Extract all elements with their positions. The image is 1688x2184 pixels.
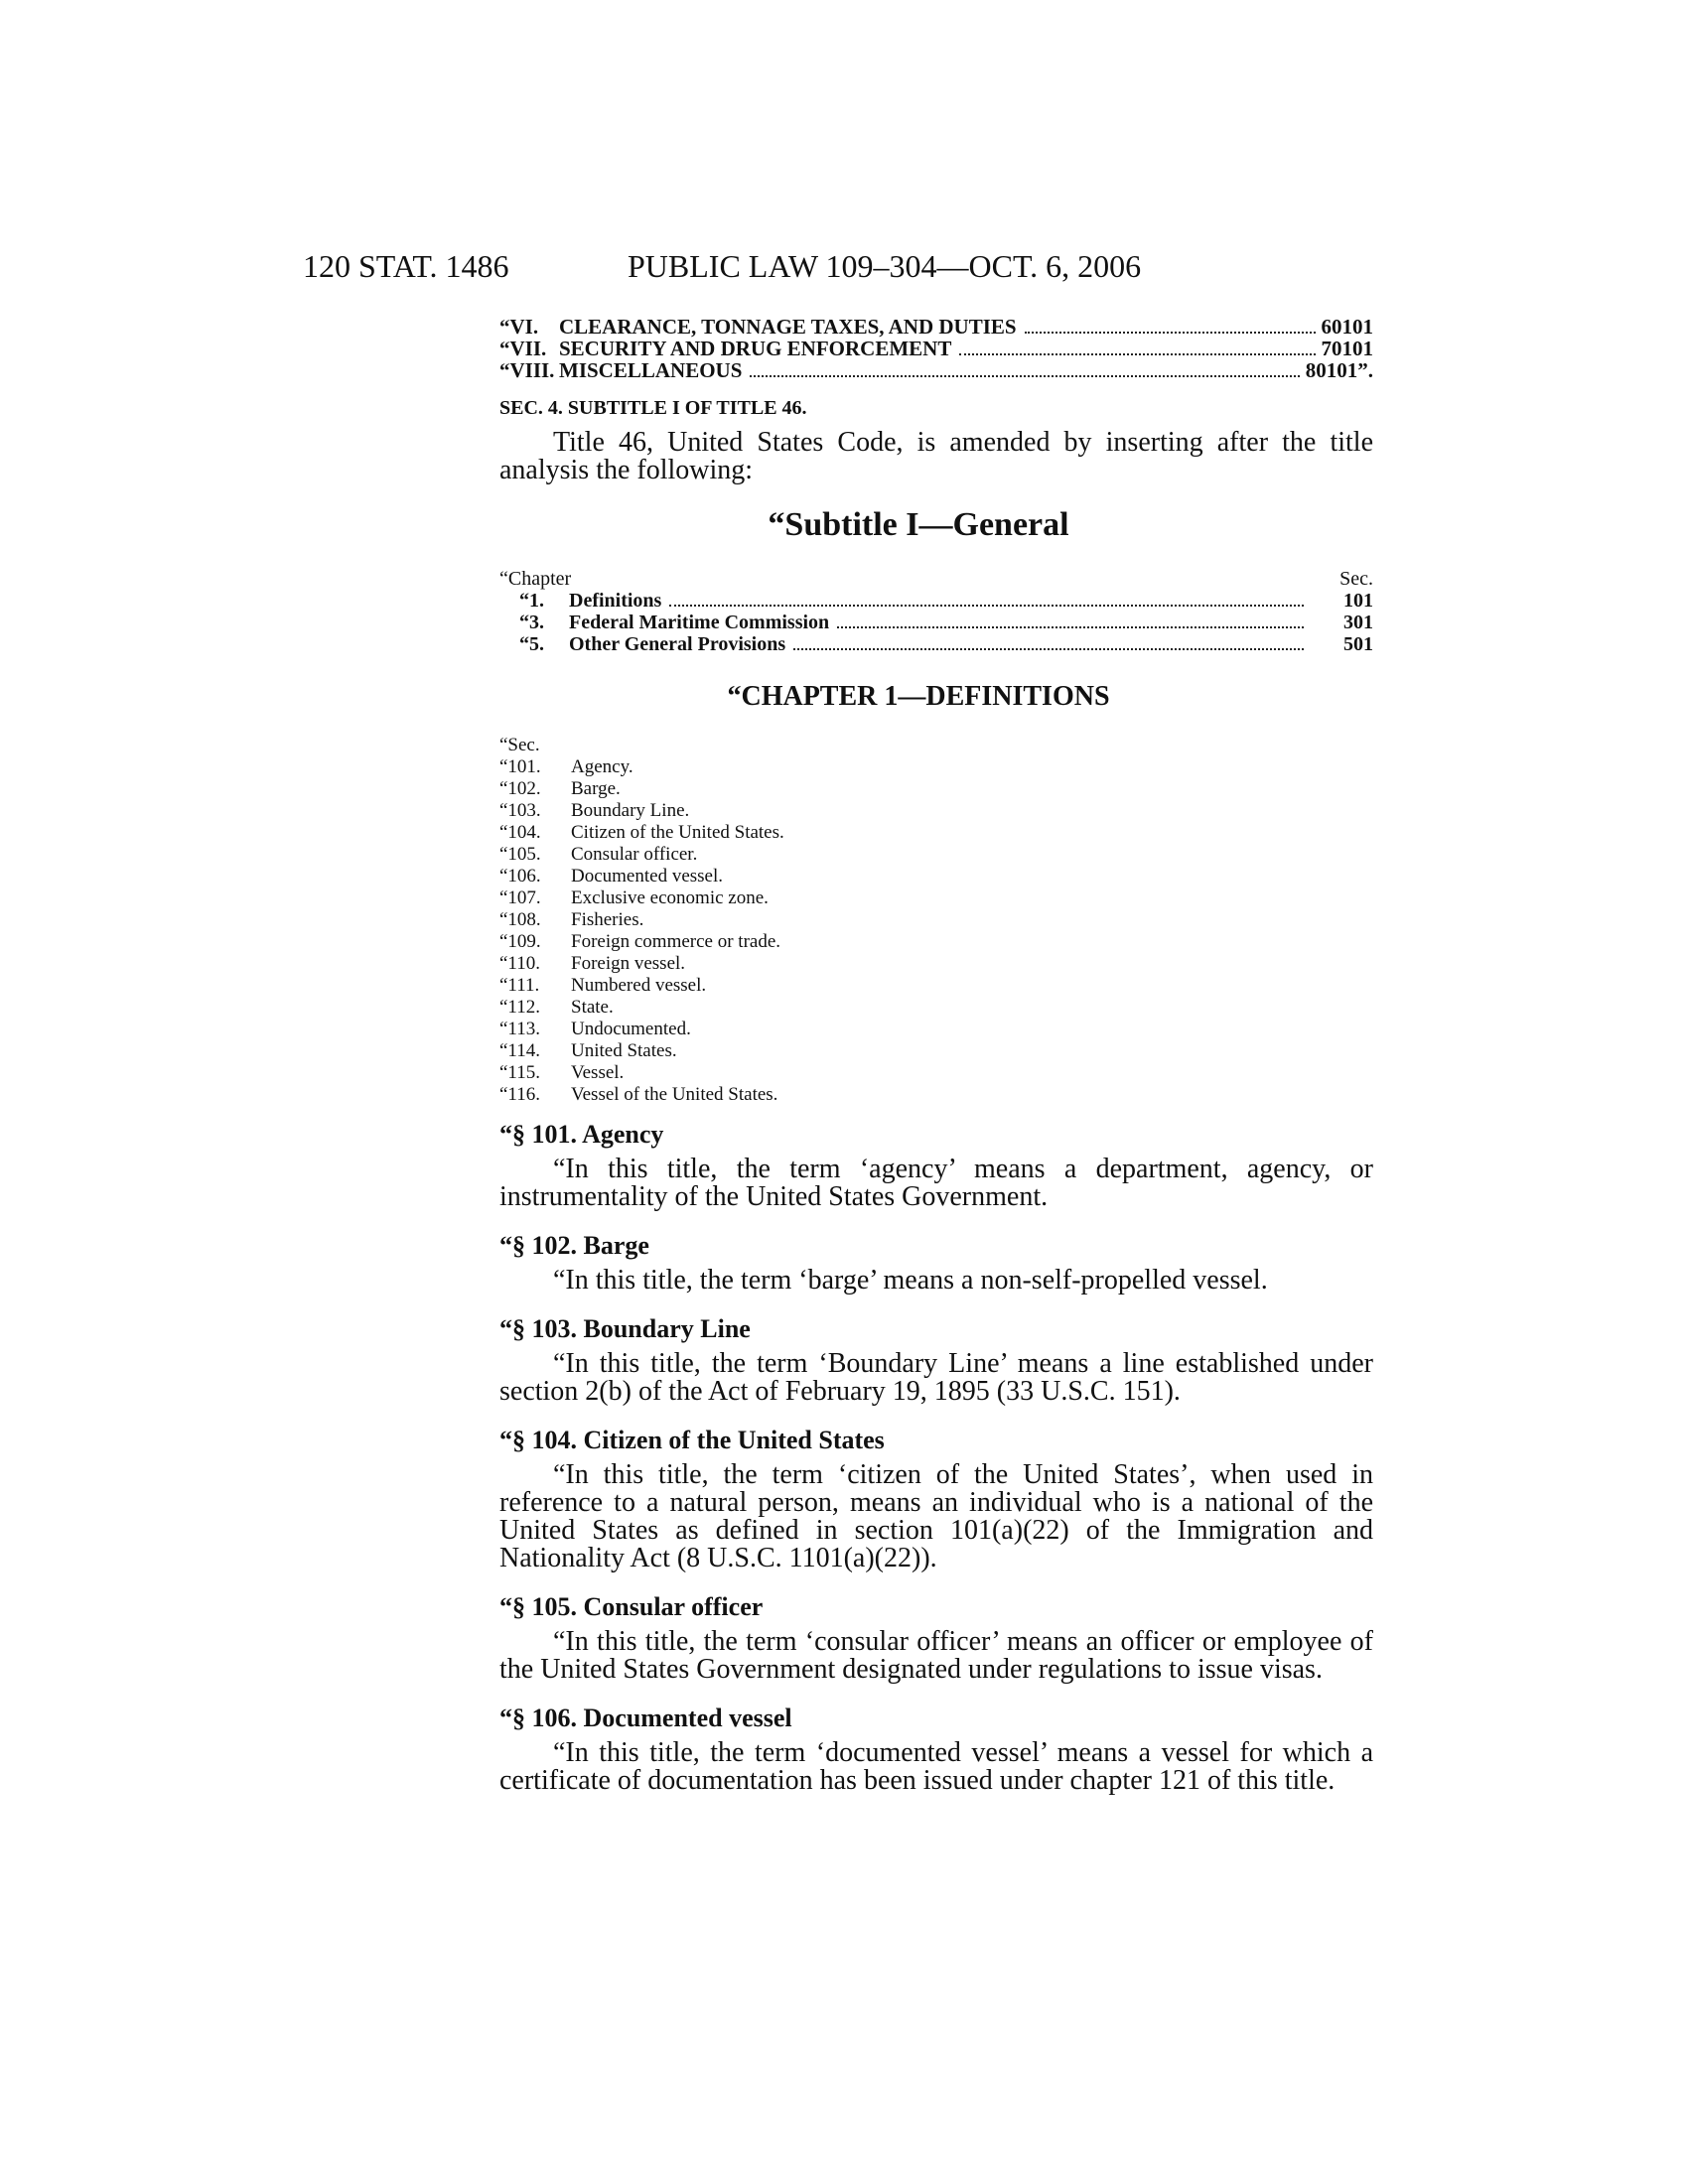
list-item-label: Vessel.	[571, 1062, 625, 1083]
section-text: “In this title, the term ‘agency’ means a department, agency, or instrumentality of the United States Government.	[499, 1154, 1373, 1212]
chapter-toc-row	[499, 633, 1373, 655]
list-item	[499, 1084, 784, 1106]
leader-dots	[1025, 332, 1316, 334]
section-text: “In this title, the term ‘barge’ means a non-self-propelled vessel.	[553, 1265, 1268, 1296]
list-item-label: Vessel of the United States.	[571, 1084, 778, 1105]
section-body	[499, 1628, 1373, 1684]
leader-dots	[837, 626, 1304, 628]
toc-number: “VII.	[499, 337, 547, 360]
toc-number: “VI.	[499, 315, 539, 339]
chapter-label: Other General Provisions	[569, 633, 786, 655]
section-text: “In this title, the term ‘Boundary Line’ means a line established under section 2(b) of the Act of February 19, 1895 (33 U.S.C. 151).	[499, 1348, 1373, 1407]
list-item-label: Foreign vessel.	[571, 953, 686, 974]
chapter-sec-value: 101	[1343, 590, 1373, 612]
toc-value: 60101	[1321, 315, 1373, 339]
title-analysis-toc	[499, 316, 1373, 381]
list-item	[499, 866, 784, 887]
toc-row	[499, 338, 1373, 359]
list-item	[499, 931, 784, 953]
list-item	[499, 778, 784, 800]
list-item-number: “101.	[499, 756, 541, 777]
section-body	[499, 1156, 1373, 1211]
list-item	[499, 1019, 784, 1040]
leader-dots	[959, 353, 1315, 355]
chapter-column-label: “Chapter	[499, 568, 572, 590]
list-item	[499, 1062, 784, 1084]
chapter-sec-value: 301	[1343, 612, 1373, 633]
list-item-number: “103.	[499, 800, 541, 821]
list-item	[499, 975, 784, 997]
leader-dots	[669, 605, 1304, 607]
list-item	[499, 1040, 784, 1062]
section-heading: “§ 106. Documented vessel	[499, 1704, 792, 1732]
list-item-label: Consular officer.	[571, 844, 698, 865]
list-item-number: “102.	[499, 778, 541, 799]
section-text: “In this title, the term ‘consular officer’ means an officer or employee of the United States Government designated under regulations to issue visas.	[499, 1626, 1373, 1685]
list-item-number: “105.	[499, 844, 541, 865]
subtitle-heading: “Subtitle I—General	[768, 506, 1069, 543]
list-item-label: Agency.	[571, 756, 633, 777]
list-item	[499, 909, 784, 931]
section-text: “In this title, the term ‘documented vessel’ means a vessel for which a certificate of documentation has been issued under chapter 121 of this title.	[499, 1737, 1373, 1796]
section-heading: “§ 102. Barge	[499, 1231, 649, 1260]
section-text: “In this title, the term ‘citizen of the United States’, when used in reference to a natural person, means an individual who is a national of the United States as defined in section 101(a)(22) of the Immigration and Nationality Act (8 U.S.C. 1101(a)(22)).	[499, 1459, 1373, 1573]
section-heading: “§ 105. Consular officer	[499, 1592, 764, 1621]
list-item-number: “107.	[499, 887, 541, 908]
sec-column-label: Sec.	[1339, 568, 1373, 590]
list-item-number: “104.	[499, 822, 541, 843]
chapter-label: Federal Maritime Commission	[569, 612, 830, 633]
list-item-number: “115.	[499, 1062, 540, 1083]
list-item-number: “114.	[499, 1040, 540, 1061]
list-item-label: Boundary Line.	[571, 800, 690, 821]
list-item	[499, 844, 784, 866]
section-heading: “§ 101. Agency	[499, 1120, 664, 1149]
page-header	[0, 248, 1688, 288]
stat-page-number: 120 STAT. 1486	[303, 248, 509, 284]
definitions-section-list	[499, 735, 784, 1106]
toc-value: 80101”.	[1305, 358, 1373, 382]
list-item-number: “108.	[499, 909, 541, 930]
list-item	[499, 887, 784, 909]
list-item-label: State.	[571, 997, 614, 1018]
chapter-toc	[499, 568, 1373, 655]
chapter-toc-row	[499, 612, 1373, 633]
list-item-number: “112.	[499, 997, 540, 1018]
list-item-label: Fisheries.	[571, 909, 644, 930]
list-item	[499, 997, 784, 1019]
section-heading: “§ 103. Boundary Line	[499, 1314, 751, 1343]
public-law-citation: PUBLIC LAW 109–304—OCT. 6, 2006	[628, 248, 1142, 284]
chapter-toc-row	[499, 590, 1373, 612]
list-item-number: “109.	[499, 931, 541, 952]
list-item	[499, 953, 784, 975]
chapter-label: Definitions	[569, 590, 662, 612]
leader-dots	[750, 375, 1299, 377]
chapter-toc-header	[499, 568, 1373, 590]
list-item-label: Foreign commerce or trade.	[571, 931, 781, 952]
section-body	[499, 1461, 1373, 1572]
section-body	[499, 1267, 1373, 1295]
list-item-label: United States.	[571, 1040, 677, 1061]
toc-label: MISCELLANEOUS	[559, 358, 743, 382]
list-item-label: Documented vessel.	[571, 866, 724, 887]
list-item-number: “111.	[499, 975, 540, 996]
section-body	[499, 1739, 1373, 1795]
section-body	[499, 1350, 1373, 1406]
list-item-number: “110.	[499, 953, 540, 974]
section-4-heading: SEC. 4. SUBTITLE I OF TITLE 46.	[499, 397, 807, 419]
list-item-number: “113.	[499, 1019, 540, 1039]
chapter-title: “CHAPTER 1—DEFINITIONS	[727, 681, 1110, 712]
list-item-label: Exclusive economic zone.	[571, 887, 769, 908]
list-item-label: Barge.	[571, 778, 621, 799]
toc-value: 70101	[1321, 337, 1373, 360]
definitions-sec-label: “Sec.	[499, 735, 540, 755]
intro-text: Title 46, United States Code, is amended by inserting after the title analysis the following:	[499, 427, 1373, 485]
leader-dots	[793, 648, 1304, 650]
definition-sections	[499, 1120, 1373, 1815]
chapter-number: “3.	[519, 612, 544, 633]
toc-label: SECURITY AND DRUG ENFORCEMENT	[559, 337, 952, 360]
toc-number: “VIII.	[499, 358, 555, 382]
toc-label: CLEARANCE, TONNAGE TAXES, AND DUTIES	[559, 315, 1017, 339]
list-item	[499, 800, 784, 822]
list-item-number: “116.	[499, 1084, 540, 1105]
list-item-label: Citizen of the United States.	[571, 822, 784, 843]
chapter-number: “1.	[519, 590, 544, 612]
list-item	[499, 756, 784, 778]
section-heading: “§ 104. Citizen of the United States	[499, 1426, 885, 1454]
intro-paragraph	[499, 429, 1373, 484]
toc-row	[499, 316, 1373, 338]
toc-row	[499, 359, 1373, 381]
chapter-sec-value: 501	[1343, 633, 1373, 655]
list-item-number: “106.	[499, 866, 541, 887]
list-item-label: Undocumented.	[571, 1019, 691, 1039]
list-item	[499, 822, 784, 844]
chapter-number: “5.	[519, 633, 544, 655]
list-item-label: Numbered vessel.	[571, 975, 707, 996]
